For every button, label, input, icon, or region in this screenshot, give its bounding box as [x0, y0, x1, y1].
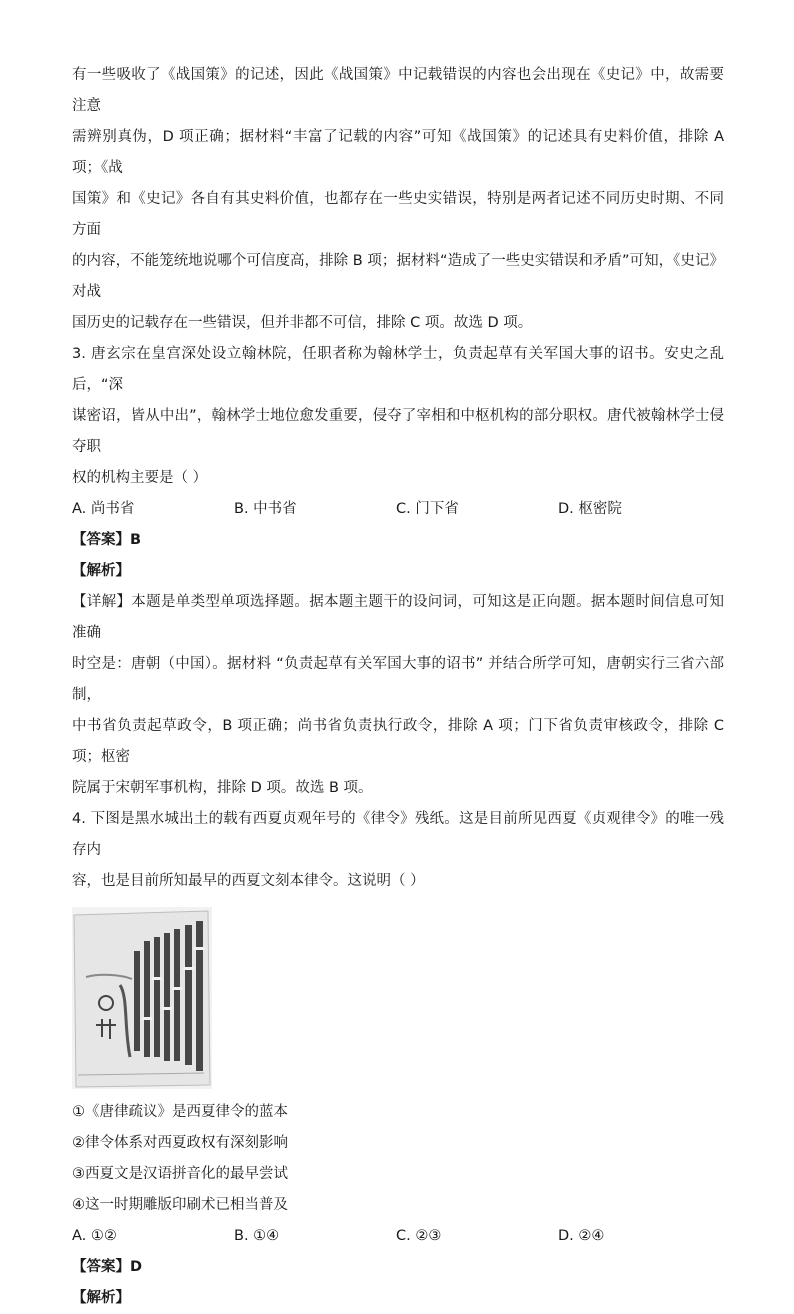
answer-label: 【答案】B [72, 532, 142, 548]
option-d: D. ②④ [558, 1228, 605, 1244]
text-line: 国历史的记载存在一些错误，但并非都不可信，排除 C 项。故选 D 项。 [72, 315, 533, 331]
options-row [72, 1221, 724, 1252]
analysis-label: 【解析】 [72, 563, 130, 579]
question-3 [72, 339, 724, 804]
statement-item: ①《唐律疏议》是西夏律令的蓝本 [72, 1104, 288, 1120]
text-line: 的内容，不能笼统地说哪个可信度高，排除 B 项；据材料“造成了一些史实错误和矛盾”可知，《史记》对战 [72, 253, 724, 300]
detail-line: 【详解】本题是单类型单项选择题。据本题主题干的设问词，可知这是正向题。据本题时间信息可知准确 [72, 594, 724, 641]
statement-item: ④这一时期雕版印刷术已相当普及 [72, 1197, 288, 1213]
detail-line: 院属于宋朝军事机构，排除 D 项。故选 B 项。 [72, 780, 373, 796]
option-a: A. 尚书省 [72, 501, 135, 517]
option-b: B. 中书省 [234, 501, 297, 517]
question-stem-line: 权的机构主要是（ ） [72, 470, 208, 486]
manuscript-fragment-image [72, 907, 212, 1089]
option-c: C. ②③ [396, 1228, 442, 1244]
analysis-label: 【解析】 [72, 1290, 130, 1306]
question-stem-line: 3. 唐玄宗在皇宫深处设立翰林院，任职者称为翰林学士，负责起草有关军国大事的诏书。安史之乱后，“深 [72, 346, 724, 393]
previous-explanation [72, 60, 724, 339]
document-page [72, 60, 724, 1314]
option-d: D. 枢密院 [558, 501, 622, 517]
statement-item: ②律令体系对西夏政权有深刻影响 [72, 1135, 288, 1151]
question-stem-line: 4. 下图是黑水城出土的载有西夏贞观年号的《律令》残纸。这是目前所见西夏《贞观律令》的唯一残存内 [72, 811, 724, 858]
question-stem-line: 谋密诏，皆从中出”，翰林学士地位愈发重要，侵夺了宰相和中枢机构的部分职权。唐代被翰林学士侵夺职 [72, 408, 724, 455]
detail-line: 时空是：唐朝（中国）。据材料 “负责起草有关军国大事的诏书” 并结合所学可知，唐朝实行三省六部制， [72, 656, 724, 703]
answer-label: 【答案】D [72, 1259, 143, 1275]
statement-list [72, 1097, 724, 1221]
question-stem-line: 容，也是目前所知最早的西夏文刻本律令。这说明（ ） [72, 873, 425, 889]
option-a: A. ①② [72, 1228, 117, 1244]
option-b: B. ①④ [234, 1228, 280, 1244]
option-c: C. 门下省 [396, 501, 459, 517]
manuscript-fragment-graphic [72, 907, 212, 1089]
detail-line: 中书省负责起草政令，B 项正确；尚书省负责执行政令，排除 A 项；门下省负责审核政令，排除 C 项；枢密 [72, 718, 724, 765]
options-row [72, 494, 724, 525]
text-line: 需辨别真伪，D 项正确；据材料“丰富了记载的内容”可知《战国策》的记述具有史料价值，排除 A 项；《战 [72, 129, 724, 176]
question-4 [72, 804, 724, 1314]
text-line: 有一些吸收了《战国策》的记述，因此《战国策》中记载错误的内容也会出现在《史记》中，故需要注意 [72, 67, 724, 114]
statement-item: ③西夏文是汉语拼音化的最早尝试 [72, 1166, 288, 1182]
text-line: 国策》和《史记》各自有其史料价值，也都存在一些史实错误，特别是两者记述不同历史时期、不同方面 [72, 191, 724, 238]
